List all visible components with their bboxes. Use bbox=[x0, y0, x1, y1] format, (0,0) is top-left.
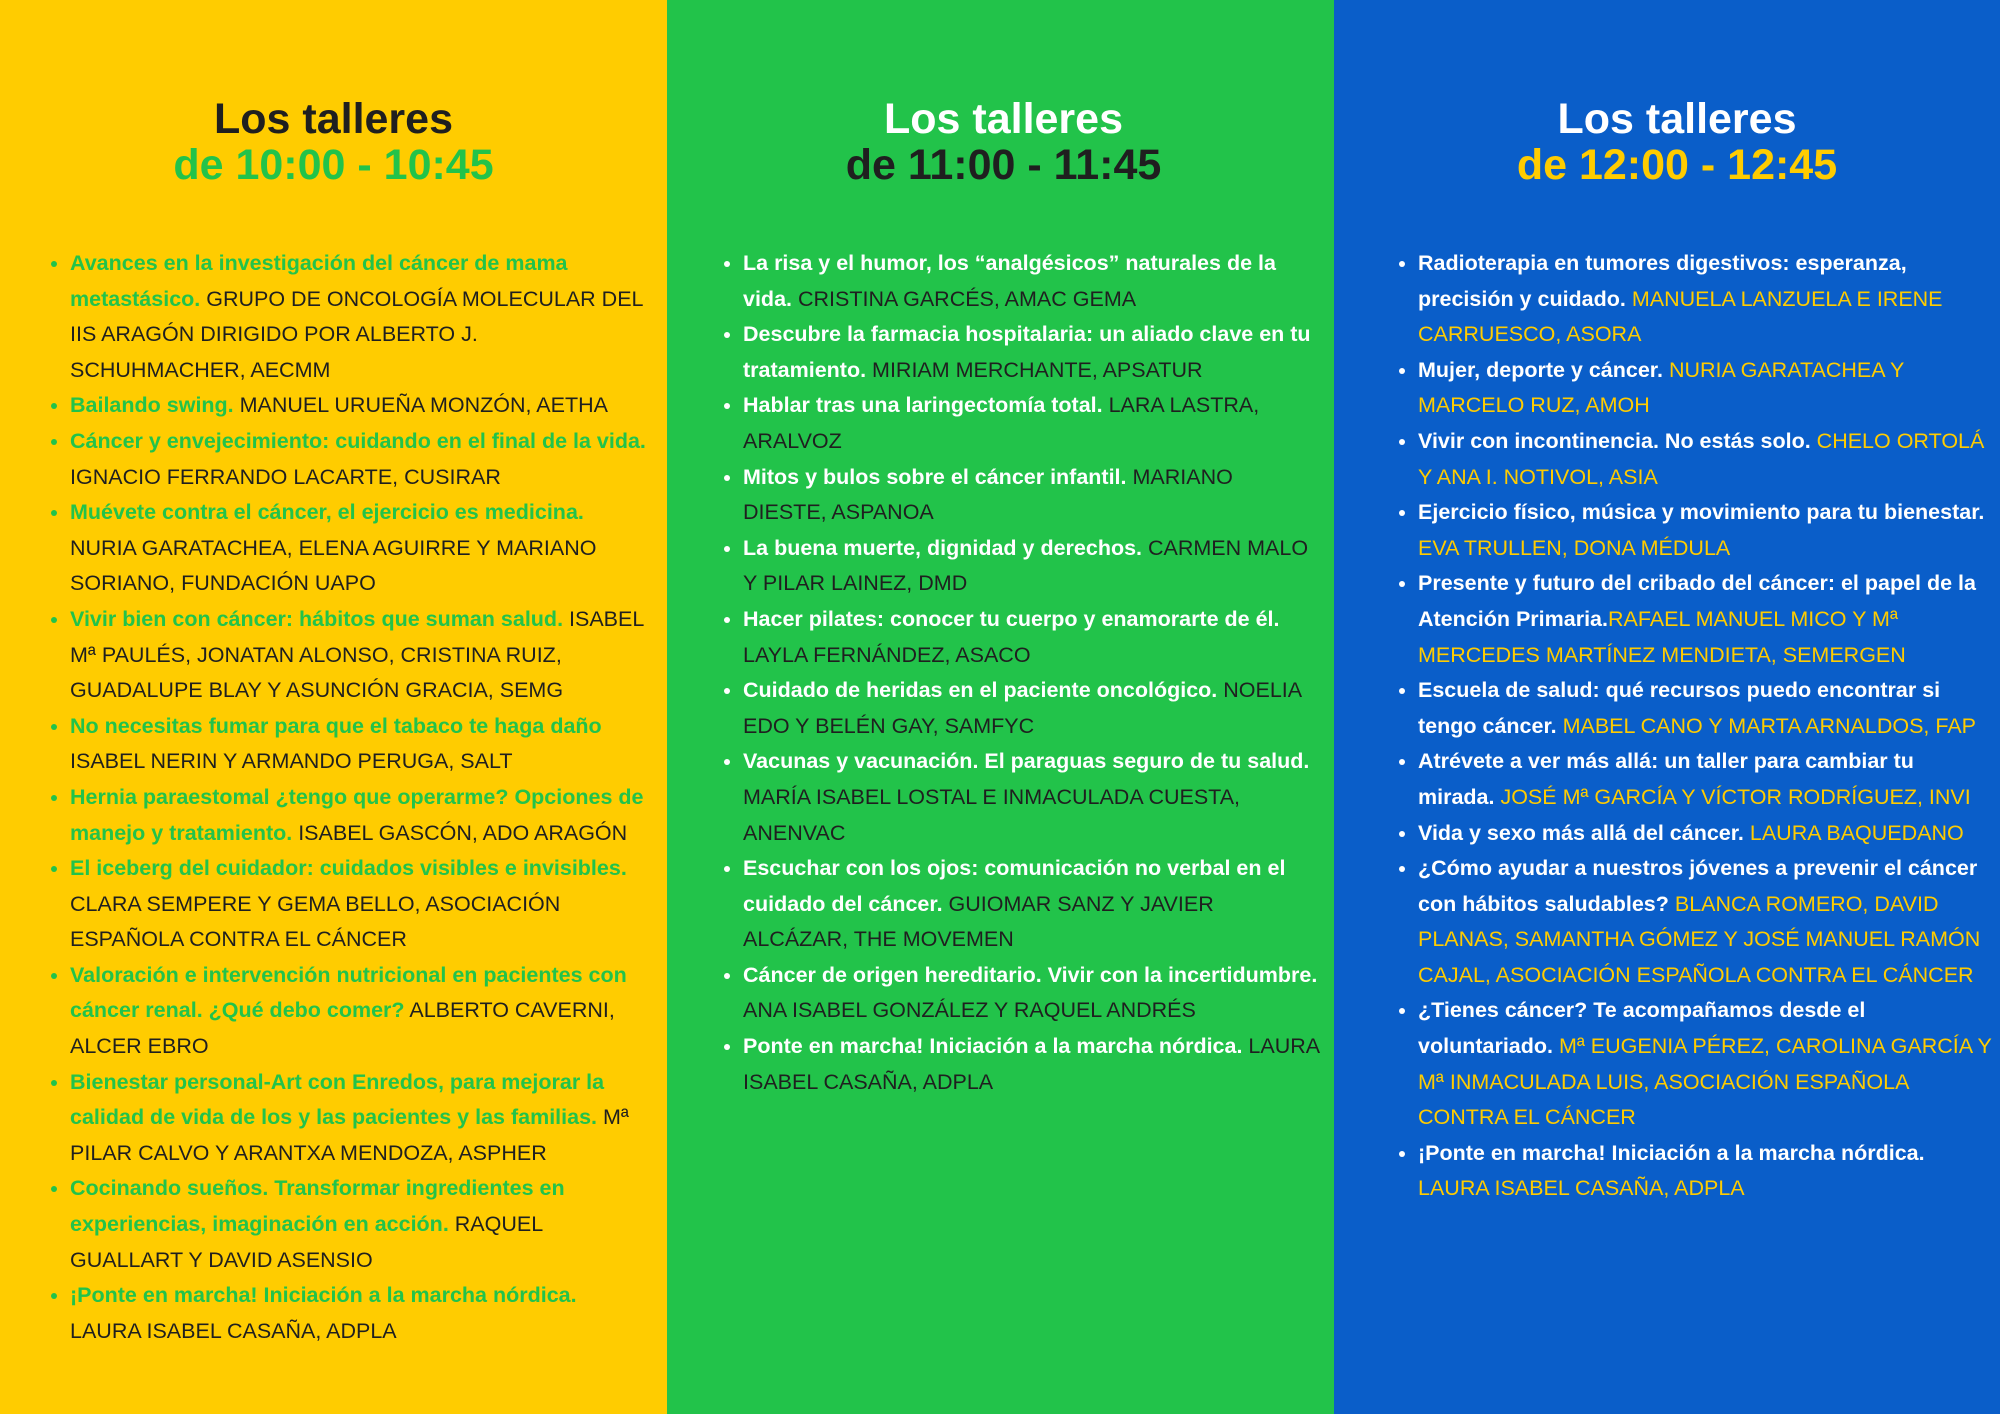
workshop-item bbox=[743, 851, 1320, 958]
workshop-presenters: LAURA ISABEL CASAÑA, ADPLA bbox=[70, 1318, 397, 1343]
workshop-presenters: MANUEL URUEÑA MONZÓN, AETHA bbox=[233, 393, 608, 418]
workshop-item bbox=[743, 602, 1320, 673]
workshop-presenters: CLARA SEMPERE Y GEMA BELLO, ASOCIACIÓN ESPAÑOLA CONTRA EL CÁNCER bbox=[70, 891, 561, 952]
workshop-title: Bienestar personal-Art con Enredos, para mejorar la calidad de vida de los y las pacientes y las familias. bbox=[70, 1069, 605, 1130]
workshop-title: Cáncer de origen hereditario. Vivir con la incertidumbre. bbox=[743, 962, 1318, 987]
workshop-presenters: ISABEL GASCÓN, ADO ARAGÓN bbox=[292, 820, 628, 845]
workshop-item bbox=[743, 246, 1320, 317]
workshop-title: ¿Cómo ayudar a nuestros jóvenes a prevenir el cáncer con hábitos saludables? bbox=[1418, 856, 1978, 916]
workshop-title: Hablar tras una laringectomía total. bbox=[743, 393, 1103, 418]
workshop-item bbox=[70, 602, 653, 709]
workshop-title: Mujer, deporte y cáncer. bbox=[1418, 357, 1663, 382]
column-title-line1: Los talleres bbox=[1557, 95, 1797, 143]
workshop-item bbox=[70, 709, 653, 780]
column-title bbox=[1382, 96, 1992, 188]
workshop-title: Vida y sexo más allá del cáncer. bbox=[1418, 820, 1744, 845]
workshop-presenters: LAURA ISABEL CASAÑA, ADPLA bbox=[1418, 1176, 1745, 1201]
column-10-00 bbox=[0, 0, 667, 1414]
workshop-title: Valoración e intervención nutricional en pacientes con cáncer renal. ¿Qué debo comer? bbox=[70, 962, 627, 1023]
workshop-presenters: ALBERTO CAVERNI, ALCER EBRO bbox=[70, 998, 615, 1059]
workshop-title: Vivir bien con cáncer: hábitos que suman salud. bbox=[70, 606, 564, 631]
workshop-title: Radioterapia en tumores digestivos: esperanza, precisión y cuidado. bbox=[1418, 251, 1907, 311]
workshop-title: Vacunas y vacunación. El paraguas seguro de tu salud. bbox=[743, 749, 1310, 774]
workshop-presenters: NURIA GARATACHEA Y MARCELO RUZ, AMOH bbox=[1418, 357, 1904, 418]
workshop-item bbox=[70, 246, 653, 388]
workshop-list bbox=[1382, 246, 1992, 1207]
workshop-presenters: LARA LASTRA, ARALVOZ bbox=[743, 393, 1260, 453]
workshop-item bbox=[1418, 246, 1992, 353]
column-time-range: de 12:00 - 12:45 bbox=[1516, 141, 1838, 189]
column-title-line1: Los talleres bbox=[884, 95, 1123, 143]
workshop-presenters: LAURA ISABEL CASAÑA, ADPLA bbox=[743, 1034, 1319, 1094]
workshop-title: Muévete contra el cáncer, el ejercicio es medicina. bbox=[70, 500, 584, 525]
workshop-item bbox=[1418, 495, 1992, 566]
workshop-presenters: MARIANO DIESTE, ASPANOA bbox=[743, 464, 1233, 525]
workshop-item bbox=[1418, 993, 1992, 1135]
workshop-title: Vivir con incontinencia. No estás solo. bbox=[1418, 428, 1811, 453]
workshop-item bbox=[743, 388, 1320, 459]
workshop-presenters: NOELIA EDO Y BELÉN GAY, SAMFYC bbox=[743, 678, 1301, 738]
workshop-title: Ponte en marcha! Iniciación a la marcha nórdica. bbox=[743, 1034, 1243, 1059]
workshop-item bbox=[743, 958, 1320, 1029]
workshop-title: El iceberg del cuidador: cuidados visibles e invisibles. bbox=[70, 856, 627, 881]
column-time-range: de 11:00 - 11:45 bbox=[845, 141, 1162, 189]
workshop-item bbox=[70, 495, 653, 602]
workshop-title: Cocinando sueños. Transformar ingredientes en experiencias, imaginación en acción. bbox=[70, 1176, 565, 1237]
workshop-presenters: ANA ISABEL GONZÁLEZ Y RAQUEL ANDRÉS bbox=[743, 998, 1196, 1023]
workshop-presenters: GUIOMAR SANZ Y JAVIER ALCÁZAR, THE MOVEMEN bbox=[743, 891, 1214, 952]
workshop-presenters: JOSÉ Mª GARCÍA Y VÍCTOR RODRÍGUEZ, INVI bbox=[1494, 784, 1971, 809]
workshop-item bbox=[70, 1065, 653, 1172]
workshop-title: La risa y el humor, los “analgésicos” naturales de la vida. bbox=[743, 251, 1276, 311]
workshop-presenters: MIRIAM MERCHANTE, APSATUR bbox=[866, 357, 1203, 382]
workshop-presenters: EVA TRULLEN, DONA MÉDULA bbox=[1418, 535, 1731, 560]
column-12-00 bbox=[1334, 0, 2000, 1414]
workshop-list bbox=[707, 246, 1320, 1100]
workshop-item bbox=[1418, 744, 1992, 815]
workshop-item bbox=[1418, 673, 1992, 744]
workshop-title: Hacer pilates: conocer tu cuerpo y enamorarte de él. bbox=[743, 606, 1280, 631]
workshop-presenters: MABEL CANO Y MARTA ARNALDOS, FAP bbox=[1556, 713, 1976, 738]
workshop-item bbox=[70, 1171, 653, 1278]
workshop-item bbox=[70, 851, 653, 958]
column-time-range: de 10:00 - 10:45 bbox=[173, 141, 494, 189]
workshop-presenters: CRISTINA GARCÉS, AMAC GEMA bbox=[792, 286, 1137, 311]
workshop-title: Avances en la investigación del cáncer de mama metastásico. bbox=[70, 251, 568, 311]
workshop-item bbox=[1418, 566, 1992, 673]
workshop-item bbox=[1418, 816, 1992, 852]
workshop-title: Hernia paraestomal ¿tengo que operarme? Opciones de manejo y tratamiento. bbox=[70, 784, 644, 845]
workshop-item bbox=[1418, 353, 1992, 424]
workshop-presenters: Mª PILAR CALVO Y ARANTXA MENDOZA, ASPHER bbox=[70, 1105, 629, 1165]
workshop-title: Cáncer y envejecimiento: cuidando en el final de la vida. bbox=[70, 428, 646, 453]
workshop-item bbox=[70, 424, 653, 495]
workshop-title: Escuela de salud: qué recursos puedo encontrar si tengo cáncer. bbox=[1418, 678, 1941, 738]
workshop-item bbox=[1418, 851, 1992, 993]
workshop-item bbox=[743, 744, 1320, 851]
workshop-title: Escuchar con los ojos: comunicación no verbal en el cuidado del cáncer. bbox=[743, 856, 1286, 916]
workshop-title: ¿Tienes cáncer? Te acompañamos desde el voluntariado. bbox=[1418, 998, 1866, 1059]
workshop-presenters: BLANCA ROMERO, DAVID PLANAS, SAMANTHA GÓMEZ Y JOSÉ MANUEL RAMÓN CAJAL, ASOCIACIÓN ESPAÑOLA CONTRA EL CÁNCER bbox=[1418, 891, 1981, 987]
workshop-presenters: MANUELA LANZUELA E IRENE CARRUESCO, ASORA bbox=[1418, 286, 1943, 347]
workshop-title: Presente y futuro del cribado del cáncer: el papel de la Atención Primaria. bbox=[1418, 571, 1976, 631]
workshop-list bbox=[34, 246, 653, 1349]
workshop-item bbox=[743, 317, 1320, 388]
workshop-title: La buena muerte, dignidad y derechos. bbox=[743, 535, 1143, 560]
column-title bbox=[34, 96, 653, 188]
workshop-presenters: CARMEN MALO Y PILAR LAINEZ, DMD bbox=[743, 535, 1309, 596]
workshop-title: Descubre la farmacia hospitalaria: un aliado clave en tu tratamiento. bbox=[743, 322, 1311, 382]
column-title bbox=[707, 96, 1320, 188]
column-title-line1: Los talleres bbox=[214, 95, 453, 143]
workshop-title: Mitos y bulos sobre el cáncer infantil. bbox=[743, 464, 1127, 489]
workshop-title: ¡Ponte en marcha! Iniciación a la marcha nórdica. bbox=[70, 1283, 577, 1308]
workshop-item bbox=[70, 1278, 653, 1349]
workshop-title: Ejercicio físico, música y movimiento para tu bienestar. bbox=[1418, 500, 1985, 525]
workshop-title: Bailando swing. bbox=[70, 393, 234, 418]
workshop-presenters: NURIA GARATACHEA, ELENA AGUIRRE Y MARIANO SORIANO, FUNDACIÓN UAPO bbox=[70, 535, 597, 596]
workshop-item bbox=[1418, 424, 1992, 495]
workshop-title: Atrévete a ver más allá: un taller para cambiar tu mirada. bbox=[1418, 749, 1914, 809]
workshop-presenters: LAYLA FERNÁNDEZ, ASACO bbox=[743, 642, 1031, 667]
workshop-item bbox=[70, 958, 653, 1065]
workshop-presenters: LAURA BAQUEDANO bbox=[1743, 820, 1964, 845]
workshop-presenters: Mª EUGENIA PÉREZ, CAROLINA GARCÍA Y Mª INMACULADA LUIS, ASOCIACIÓN ESPAÑOLA CONTRA EL CÁNCER bbox=[1418, 1034, 1992, 1130]
workshop-presenters: GRUPO DE ONCOLOGÍA MOLECULAR DEL IIS ARAGÓN DIRIGIDO POR ALBERTO J. SCHUHMACHER, AECMM bbox=[70, 286, 643, 382]
workshop-title: No necesitas fumar para que el tabaco te haga daño bbox=[70, 713, 602, 738]
workshop-item bbox=[70, 388, 653, 424]
workshop-title: ¡Ponte en marcha! Iniciación a la marcha nórdica. bbox=[1418, 1140, 1925, 1165]
workshop-presenters: RAQUEL GUALLART Y DAVID ASENSIO bbox=[70, 1212, 543, 1272]
workshop-item bbox=[70, 780, 653, 851]
workshop-item bbox=[743, 460, 1320, 531]
workshop-item bbox=[743, 673, 1320, 744]
workshop-title: Cuidado de heridas en el paciente oncológico. bbox=[743, 678, 1218, 703]
workshop-presenters: CHELO ORTOLÁ Y ANA I. NOTIVOL, ASIA bbox=[1418, 428, 1985, 489]
workshop-item bbox=[1418, 1136, 1992, 1207]
workshop-presenters: MARÍA ISABEL LOSTAL E INMACULADA CUESTA, ANENVAC bbox=[743, 784, 1241, 845]
workshop-presenters: IGNACIO FERRANDO LACARTE, CUSIRAR bbox=[70, 464, 501, 489]
workshop-item bbox=[743, 531, 1320, 602]
column-11-00 bbox=[667, 0, 1334, 1414]
workshop-presenters: ISABEL NERIN Y ARMANDO PERUGA, SALT bbox=[70, 749, 513, 774]
workshop-presenters: RAFAEL MANUEL MICO Y Mª MERCEDES MARTÍNEZ MENDIETA, SEMERGEN bbox=[1418, 606, 1906, 667]
workshop-presenters: ISABEL Mª PAULÉS, JONATAN ALONSO, CRISTINA RUIZ, GUADALUPE BLAY Y ASUNCIÓN GRACIA, SEMG bbox=[70, 606, 644, 703]
workshop-item bbox=[743, 1029, 1320, 1100]
